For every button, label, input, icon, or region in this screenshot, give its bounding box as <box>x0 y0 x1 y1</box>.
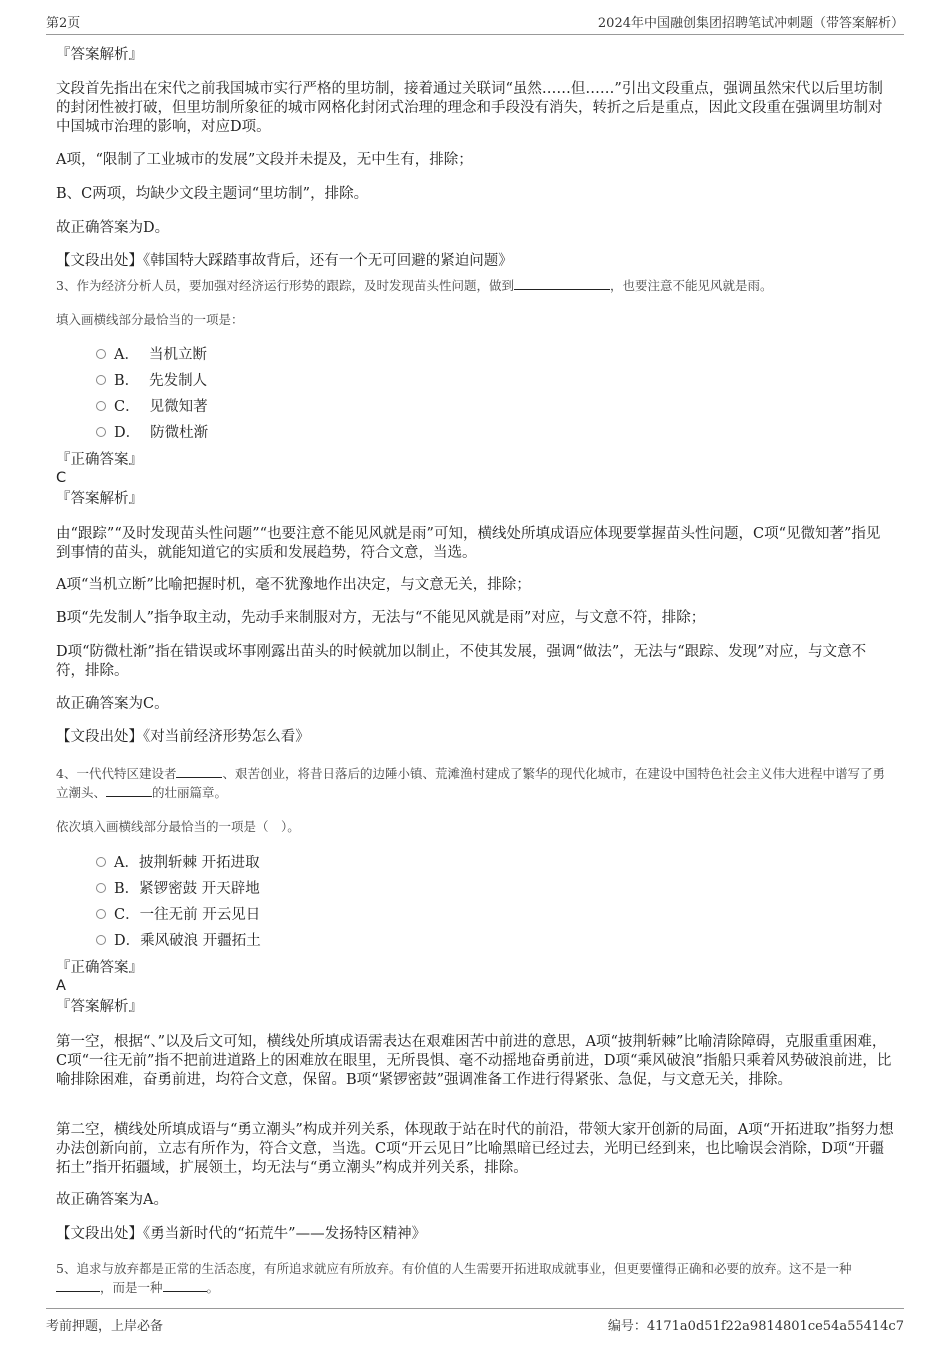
document-id: 编号：4171a0d51f22a9814801ce54a55414c7 <box>607 1319 904 1334</box>
q3-options <box>96 342 208 446</box>
document-title: 2024年中国融创集团招聘笔试冲刺题（带答案解析） <box>597 16 904 31</box>
q2-analysis-label: 『答案解析』 <box>56 47 143 63</box>
q3-stem <box>56 276 894 295</box>
q4-stem-part3: 的壮丽篇章。 <box>152 785 228 800</box>
q3-prompt: 填入画横线部分最恰当的一项是： <box>56 312 244 327</box>
q2-conclusion: 故正确答案为D。 <box>56 220 170 236</box>
radio-icon[interactable] <box>96 375 106 385</box>
q4-option-a[interactable]: A．披荆斩棘 开拓进取 <box>96 850 261 876</box>
q3-analysis-label: 『答案解析』 <box>56 491 143 507</box>
q4-answer: A <box>56 978 66 994</box>
radio-icon[interactable] <box>96 349 106 359</box>
q4-blank-2 <box>106 784 152 797</box>
radio-icon[interactable] <box>96 935 106 945</box>
q2-source: 【文段出处】《韩国特大踩踏事故背后，还有一个无可回避的紧迫问题》 <box>56 253 513 269</box>
radio-icon[interactable] <box>96 427 106 437</box>
q4-analysis-p1: 第一空，根据“、”以及后文可知，横线处所填成语需表达在艰难困苦中前进的意思，A项“披荆斩棘”比喻清除障碍，克服重重困难，C项“一往无前”指不把前进道路上的困难放在眼里，无所畏惧、毫不动摇地奋勇前进，D项“乘风破浪”指船只乘着风势破浪前进，比喻排除困难，奋勇前进，均符合文意，保留。B项“紧锣密鼓”强调准备工作进行得紧张、急促，与文意无关，排除。 <box>56 1034 892 1088</box>
radio-icon[interactable] <box>96 883 106 893</box>
q5-blank-2 <box>163 1279 207 1292</box>
q5-stem <box>56 1259 894 1297</box>
q3-option-a[interactable]: A． 当机立断 <box>96 342 208 368</box>
q4-stem-part2: 、艰苦创业，将昔日落后的边陲小镇、荒滩渔村建成了繁华的现代化城市，在建设中国特色社会主义伟大进程中谱写了勇立潮头、 <box>56 766 885 800</box>
q3-conclusion: 故正确答案为C。 <box>56 696 169 712</box>
q3-analysis-p3: B项“先发制人”指争取主动，先动手来制服对方，无法与“不能见风就是雨”对应，与文意不符，排除； <box>56 610 706 626</box>
q4-analysis-label: 『答案解析』 <box>56 999 143 1015</box>
q4-stem <box>56 764 894 802</box>
radio-icon[interactable] <box>96 857 106 867</box>
q4-conclusion: 故正确答案为A。 <box>56 1192 168 1208</box>
q3-blank <box>514 277 610 290</box>
q3-stem-part2: ，也要注意不能见风就是雨。 <box>609 278 773 293</box>
footer-slogan: 考前押题，上岸必备 <box>46 1319 164 1334</box>
q2-analysis-p2: A项，“限制了工业城市的发展”文段并未提及，无中生有，排除； <box>56 152 473 168</box>
q4-source: 【文段出处】《勇当新时代的“拓荒牛”——发扬特区精神》 <box>56 1226 427 1242</box>
radio-icon[interactable] <box>96 401 106 411</box>
q5-blank-1 <box>56 1279 100 1292</box>
q3-source: 【文段出处】《对当前经济形势怎么看》 <box>56 729 310 745</box>
q3-analysis-p2: A项“当机立断”比喻把握时机，毫不犹豫地作出决定，与文意无关，排除； <box>56 577 531 593</box>
q3-analysis-p4: D项“防微杜渐”指在错误或坏事刚露出苗头的时候就加以制止，不使其发展，强调“做法”，无法与“跟踪、发现”对应，与文意不符，排除。 <box>56 644 867 679</box>
page-footer <box>46 1308 904 1333</box>
q2-analysis-p1: 文段首先指出在宋代之前我国城市实行严格的里坊制，接着通过关联词“虽然……但……”引出文段重点，强调虽然宋代以后里坊制的封闭性被打破，但里坊制所象征的城市网格化封闭式治理的理念和手段没有消失，转折之后是重点，因此文段重在强调里坊制对中国城市治理的影响，对应D项。 <box>56 81 883 135</box>
page-number: 第2页 <box>46 16 81 31</box>
q4-prompt: 依次填入画横线部分最恰当的一项是（ ）。 <box>56 819 300 834</box>
q3-option-b[interactable]: B． 先发制人 <box>96 368 208 394</box>
q5-stem-part3: 。 <box>206 1280 220 1295</box>
q4-option-d[interactable]: D．乘风破浪 开疆拓土 <box>96 928 261 954</box>
q3-option-c[interactable]: C． 见微知著 <box>96 394 208 420</box>
q3-answer-label: 『正确答案』 <box>56 452 143 468</box>
q4-answer-label: 『正确答案』 <box>56 960 143 976</box>
q4-options <box>96 850 261 954</box>
q4-analysis-p2: 第二空，横线处所填成语与“勇立潮头”构成并列关系，体现敢于站在时代的前沿，带领大家开创新的局面，A项“开拓进取”指努力想办法创新向前，立志有所作为，符合文意，当选。C项“开云见日”比喻黑暗已经过去，光明已经到来，也比喻误会消除，D项“开疆拓土”指开拓疆域，扩展领土，均无法与“勇立潮头”构成并列关系，排除。 <box>56 1122 894 1176</box>
radio-icon[interactable] <box>96 909 106 919</box>
q4-stem-part1: 4、一代代特区建设者 <box>56 766 177 781</box>
q2-analysis-p3: B、C两项，均缺少文段主题词“里坊制”，排除。 <box>56 186 369 202</box>
q4-option-b[interactable]: B．紧锣密鼓 开天辟地 <box>96 876 261 902</box>
q3-answer: C <box>56 470 67 486</box>
q4-option-c[interactable]: C．一往无前 开云见日 <box>96 902 261 928</box>
page-header <box>46 12 904 35</box>
q3-stem-part1: 3、作为经济分析人员，要加强对经济运行形势的跟踪，及时发现苗头性问题，做到 <box>56 278 514 293</box>
q3-analysis-p1: 由“跟踪”“及时发现苗头性问题”“也要注意不能见风就是雨”可知，横线处所填成语应体现要掌握苗头性问题，C项“见微知著”指见到事情的苗头，就能知道它的实质和发展趋势，符合文意，当选。 <box>56 526 881 561</box>
q3-option-d[interactable]: D． 防微杜渐 <box>96 420 208 446</box>
q5-stem-part2: ，而是一种 <box>100 1280 163 1295</box>
q5-stem-part1: 5、追求与放弃都是正常的生活态度，有所追求就应有所放弃。有价值的人生需要开拓进取成就事业，但更要懂得正确和必要的放弃。这不是一种 <box>56 1261 852 1276</box>
q4-blank-1 <box>176 765 222 778</box>
